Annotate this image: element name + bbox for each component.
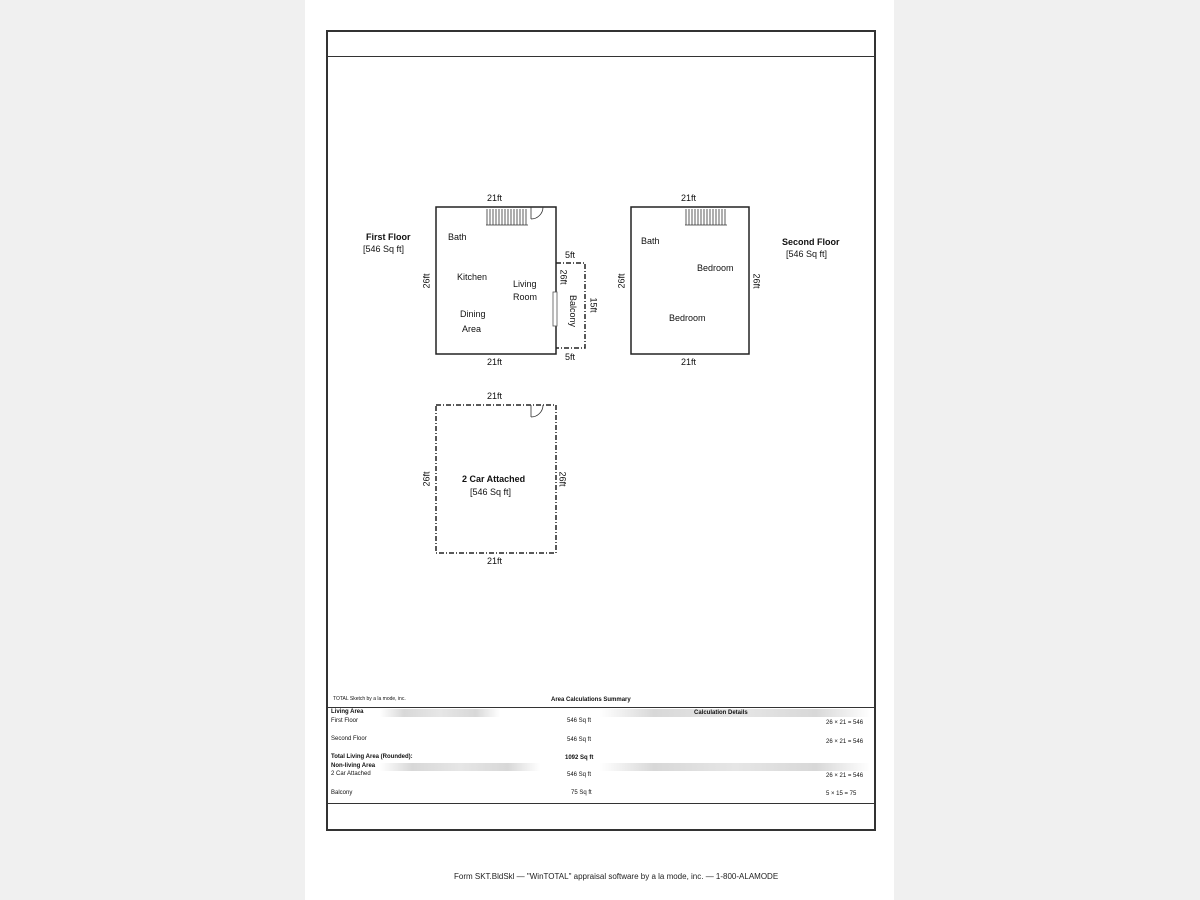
garage-door: [531, 405, 543, 417]
row-first-floor-area: 546 Sq ft: [567, 718, 592, 724]
second-floor-title: Second Floor: [782, 237, 840, 247]
redaction-bar: [380, 709, 500, 717]
row-second-floor-name: Second Floor: [331, 736, 367, 742]
sketch-credit: TOTAL Sketch by a la mode, inc.: [333, 696, 406, 702]
second-floor-dim-right: 26ft: [751, 273, 762, 289]
balcony-dim-bottom: 5ft: [565, 352, 576, 362]
second-floor-stairs: [685, 209, 727, 225]
first-floor-area: [546 Sq ft]: [363, 244, 405, 254]
garage-title: 2 Car Attached: [462, 474, 526, 484]
second-floor-dim-left: 26ft: [616, 273, 627, 289]
first-floor-dim-left: 26ft: [421, 273, 432, 289]
first-floor-room-bath: Bath: [448, 232, 467, 242]
summary-heading: Area Calculations Summary: [551, 697, 631, 703]
row-balcony-calc: 5 × 15 = 75: [826, 791, 857, 797]
first-floor-room-dining: Dining: [460, 309, 486, 319]
second-floor-room-bedroom-2: Bedroom: [669, 313, 706, 323]
second-floor-dim-bottom: 21ft: [681, 357, 697, 367]
balcony-dim-right: 15ft: [588, 297, 599, 313]
sliding-door: [553, 292, 557, 326]
non-living-heading: Non-living Area: [331, 763, 376, 769]
garage-dim-left: 26ft: [421, 471, 432, 487]
row-balcony-area: 75 Sq ft: [571, 790, 592, 796]
first-floor-dim-bottom: 21ft: [487, 357, 503, 367]
balcony-dim-top: 5ft: [565, 250, 576, 260]
first-floor-dim-right: 26ft: [558, 269, 569, 285]
total-living-label: Total Living Area (Rounded):: [331, 754, 413, 760]
row-garage-name: 2 Car Attached: [331, 771, 371, 777]
redaction-bar: [600, 763, 870, 771]
row-second-floor-calc: 26 × 21 = 546: [826, 739, 864, 745]
second-floor-room-bedroom-1: Bedroom: [697, 263, 734, 273]
garage-dim-top: 21ft: [487, 391, 503, 401]
first-floor-outline: [436, 207, 556, 354]
second-floor-area: [546 Sq ft]: [786, 249, 828, 259]
row-first-floor-name: First Floor: [331, 718, 358, 724]
first-floor-room-room: Room: [513, 292, 538, 302]
row-garage-calc: 26 × 21 = 546: [826, 773, 864, 779]
form-footer: Form SKT.BldSkl — "WinTOTAL" appraisal software by a la mode, inc. — 1-800-ALAMODE: [454, 872, 779, 881]
living-area-heading: Living Area: [331, 709, 364, 715]
row-first-floor-calc: 26 × 21 = 546: [826, 720, 864, 726]
first-floor-room-area: Area: [462, 324, 482, 334]
row-garage-area: 546 Sq ft: [567, 772, 592, 778]
second-floor-outline: [631, 207, 749, 354]
calc-details-heading: Calculation Details: [694, 710, 748, 716]
first-floor-stairs: [486, 209, 528, 225]
row-second-floor-area: 546 Sq ft: [567, 737, 592, 743]
first-floor-room-kitchen: Kitchen: [457, 272, 488, 282]
first-floor-dim-top: 21ft: [487, 193, 503, 203]
garage-area: [546 Sq ft]: [470, 487, 512, 497]
row-balcony-name: Balcony: [331, 790, 353, 796]
first-floor-room-living: Living: [513, 279, 537, 289]
total-living-value: 1092 Sq ft: [565, 755, 594, 761]
garage-dim-right: 26ft: [557, 471, 568, 487]
second-floor-dim-top: 21ft: [681, 193, 697, 203]
first-floor-title: First Floor: [366, 232, 411, 242]
redaction-bar: [380, 763, 540, 771]
garage-dim-bottom: 21ft: [487, 556, 503, 566]
second-floor-room-bath: Bath: [641, 236, 660, 246]
balcony-label: Balcony: [568, 294, 579, 328]
first-floor-door: [531, 207, 543, 219]
